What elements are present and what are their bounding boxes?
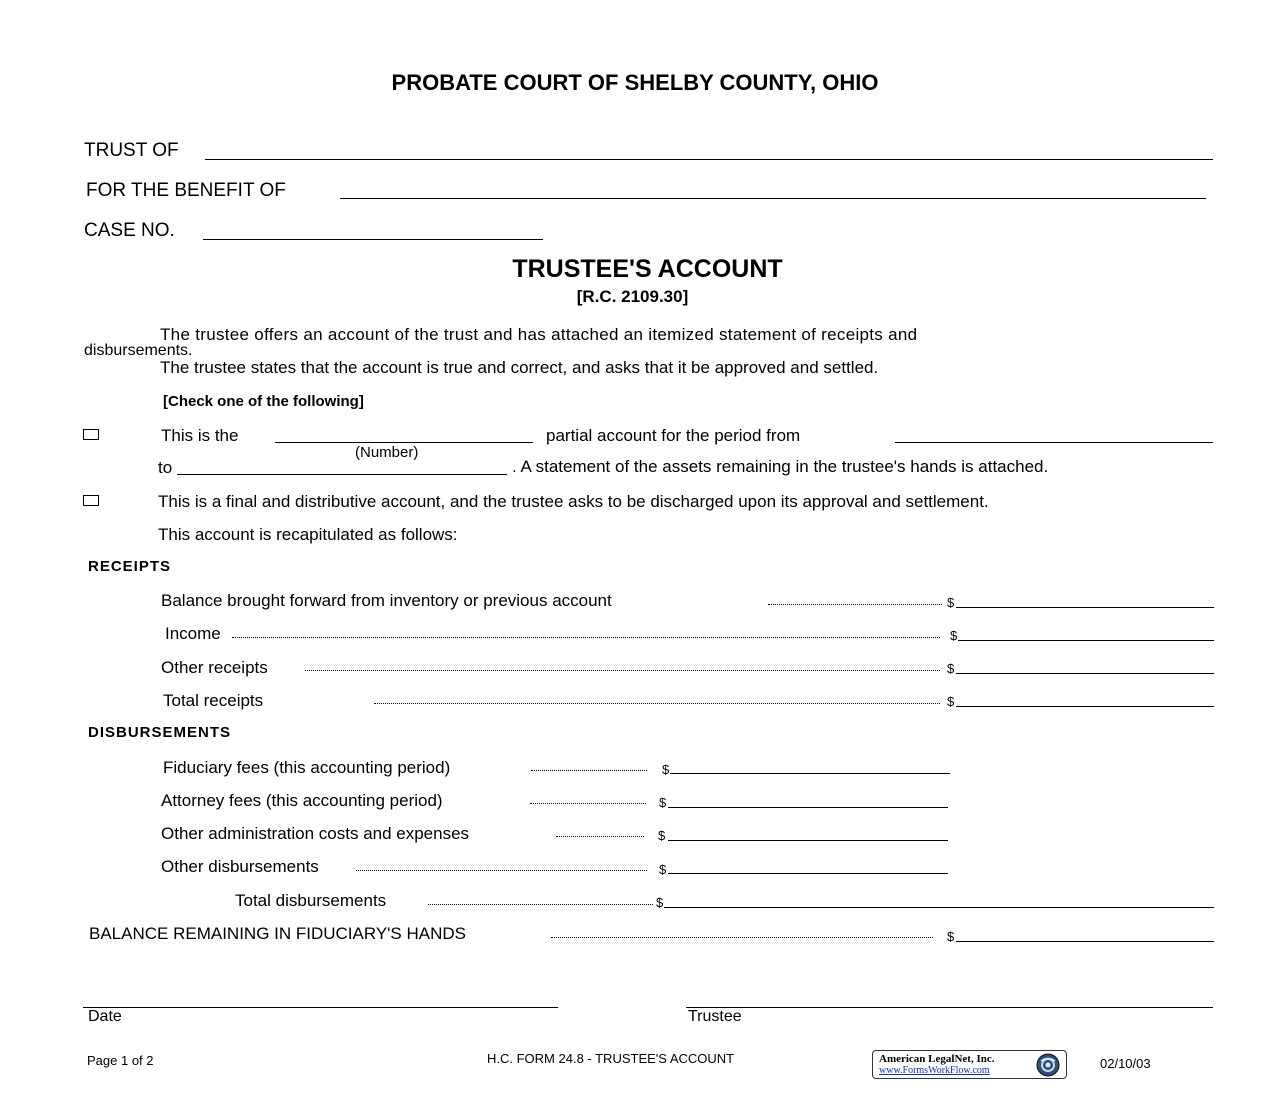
- total-receipts-amount[interactable]: [956, 706, 1214, 707]
- intro-line-1-continued: disbursements.: [84, 342, 193, 359]
- disbursements-heading: DISBURSEMENTS: [88, 724, 232, 741]
- court-title: PROBATE COURT OF SHELBY COUNTY, OHIO: [391, 70, 879, 95]
- attorney-fees-amount[interactable]: [668, 807, 948, 808]
- other-disbursements-amount[interactable]: [668, 873, 948, 874]
- other-receipts-label: Other receipts: [161, 658, 268, 677]
- period-from-field[interactable]: [895, 442, 1213, 443]
- balance-forward-amount[interactable]: [956, 607, 1214, 608]
- logo-url[interactable]: www.FormsWorkFlow.com: [879, 1065, 990, 1076]
- leader-dots: [356, 870, 647, 871]
- benefit-of-label: FOR THE BENEFIT OF: [86, 180, 286, 201]
- total-disbursements-label: Total disbursements: [235, 891, 387, 910]
- receipts-heading: RECEIPTS: [88, 558, 172, 575]
- intro-line-1: The trustee offers an account of the trust and has attached an itemized statement of receipts and: [160, 325, 918, 344]
- final-account-text: This is a final and distributive account, and the trustee asks to be discharged upon its approval and settlement.: [158, 492, 989, 511]
- currency-sign: $: [656, 895, 664, 910]
- benefit-of-field[interactable]: [340, 198, 1206, 199]
- total-receipts-label: Total receipts: [163, 691, 264, 710]
- leader-dots: [232, 637, 940, 638]
- attorney-fees-label: Attorney fees (this accounting period): [161, 791, 443, 810]
- balance-forward-label: Balance brought forward from inventory or previous account: [161, 591, 612, 610]
- leader-dots: [551, 937, 933, 938]
- leader-dots: [530, 803, 646, 804]
- currency-sign: $: [658, 828, 666, 843]
- currency-sign: $: [662, 762, 670, 777]
- account-number-field[interactable]: [275, 442, 533, 443]
- case-no-field[interactable]: [203, 239, 543, 240]
- leader-dots: [374, 703, 940, 704]
- partial-account-checkbox[interactable]: [83, 429, 99, 440]
- final-account-checkbox[interactable]: [83, 495, 99, 506]
- trust-of-label: TRUST OF: [84, 140, 179, 161]
- income-amount[interactable]: [958, 640, 1214, 641]
- fiduciary-fees-amount[interactable]: [670, 773, 950, 774]
- leader-dots: [531, 770, 647, 771]
- assets-statement-text: . A statement of the assets remaining in the trustee's hands is attached.: [512, 457, 1049, 476]
- leader-dots: [556, 836, 644, 837]
- trustee-caption: Trustee: [688, 1008, 742, 1025]
- other-receipts-amount[interactable]: [956, 673, 1214, 674]
- date-caption: Date: [88, 1008, 122, 1025]
- number-caption: (Number): [355, 444, 419, 461]
- page-number: Page 1 of 2: [87, 1053, 154, 1068]
- globe-icon: [1033, 1052, 1063, 1078]
- currency-sign: $: [947, 595, 955, 610]
- to-label: to: [158, 458, 173, 477]
- income-label: Income: [165, 624, 221, 643]
- this-is-the-label: This is the: [161, 426, 239, 445]
- leader-dots: [305, 670, 940, 671]
- currency-sign: $: [950, 628, 958, 643]
- form-number: H.C. FORM 24.8 - TRUSTEE'S ACCOUNT: [487, 1051, 735, 1066]
- form-revision-date: 02/10/03: [1100, 1056, 1151, 1071]
- other-admin-label: Other administration costs and expenses: [161, 824, 470, 843]
- recap-text: This account is recapitulated as follows:: [158, 525, 458, 544]
- total-disbursements-amount[interactable]: [664, 907, 1214, 908]
- fiduciary-fees-label: Fiduciary fees (this accounting period): [163, 758, 451, 777]
- intro-line-2: The trustee states that the account is true and correct, and asks that it be approved and settled.: [160, 358, 879, 377]
- currency-sign: $: [947, 694, 955, 709]
- statute-reference: [R.C. 2109.30]: [576, 287, 689, 306]
- case-no-label: CASE NO.: [84, 220, 175, 241]
- currency-sign: $: [659, 795, 667, 810]
- currency-sign: $: [659, 862, 667, 877]
- check-instruction: [Check one of the following]: [163, 393, 364, 410]
- form-title: TRUSTEE'S ACCOUNT: [512, 255, 783, 283]
- date-signature-line[interactable]: [83, 1007, 558, 1008]
- logo-company-name: American LegalNet, Inc.: [879, 1053, 995, 1065]
- period-to-field[interactable]: [177, 474, 507, 475]
- leader-dots: [768, 604, 942, 605]
- other-disbursements-label: Other disbursements: [161, 857, 319, 876]
- currency-sign: $: [947, 661, 955, 676]
- leader-dots: [428, 904, 653, 905]
- partial-account-text: partial account for the period from: [546, 426, 801, 445]
- balance-remaining-label: BALANCE REMAINING IN FIDUCIARY'S HANDS: [89, 924, 466, 943]
- trustee-signature-line[interactable]: [686, 1007, 1213, 1008]
- currency-sign: $: [947, 929, 955, 944]
- trust-of-field[interactable]: [205, 159, 1213, 160]
- american-legalnet-logo[interactable]: [872, 1050, 1067, 1079]
- balance-remaining-amount[interactable]: [956, 941, 1214, 942]
- other-admin-amount[interactable]: [668, 840, 948, 841]
